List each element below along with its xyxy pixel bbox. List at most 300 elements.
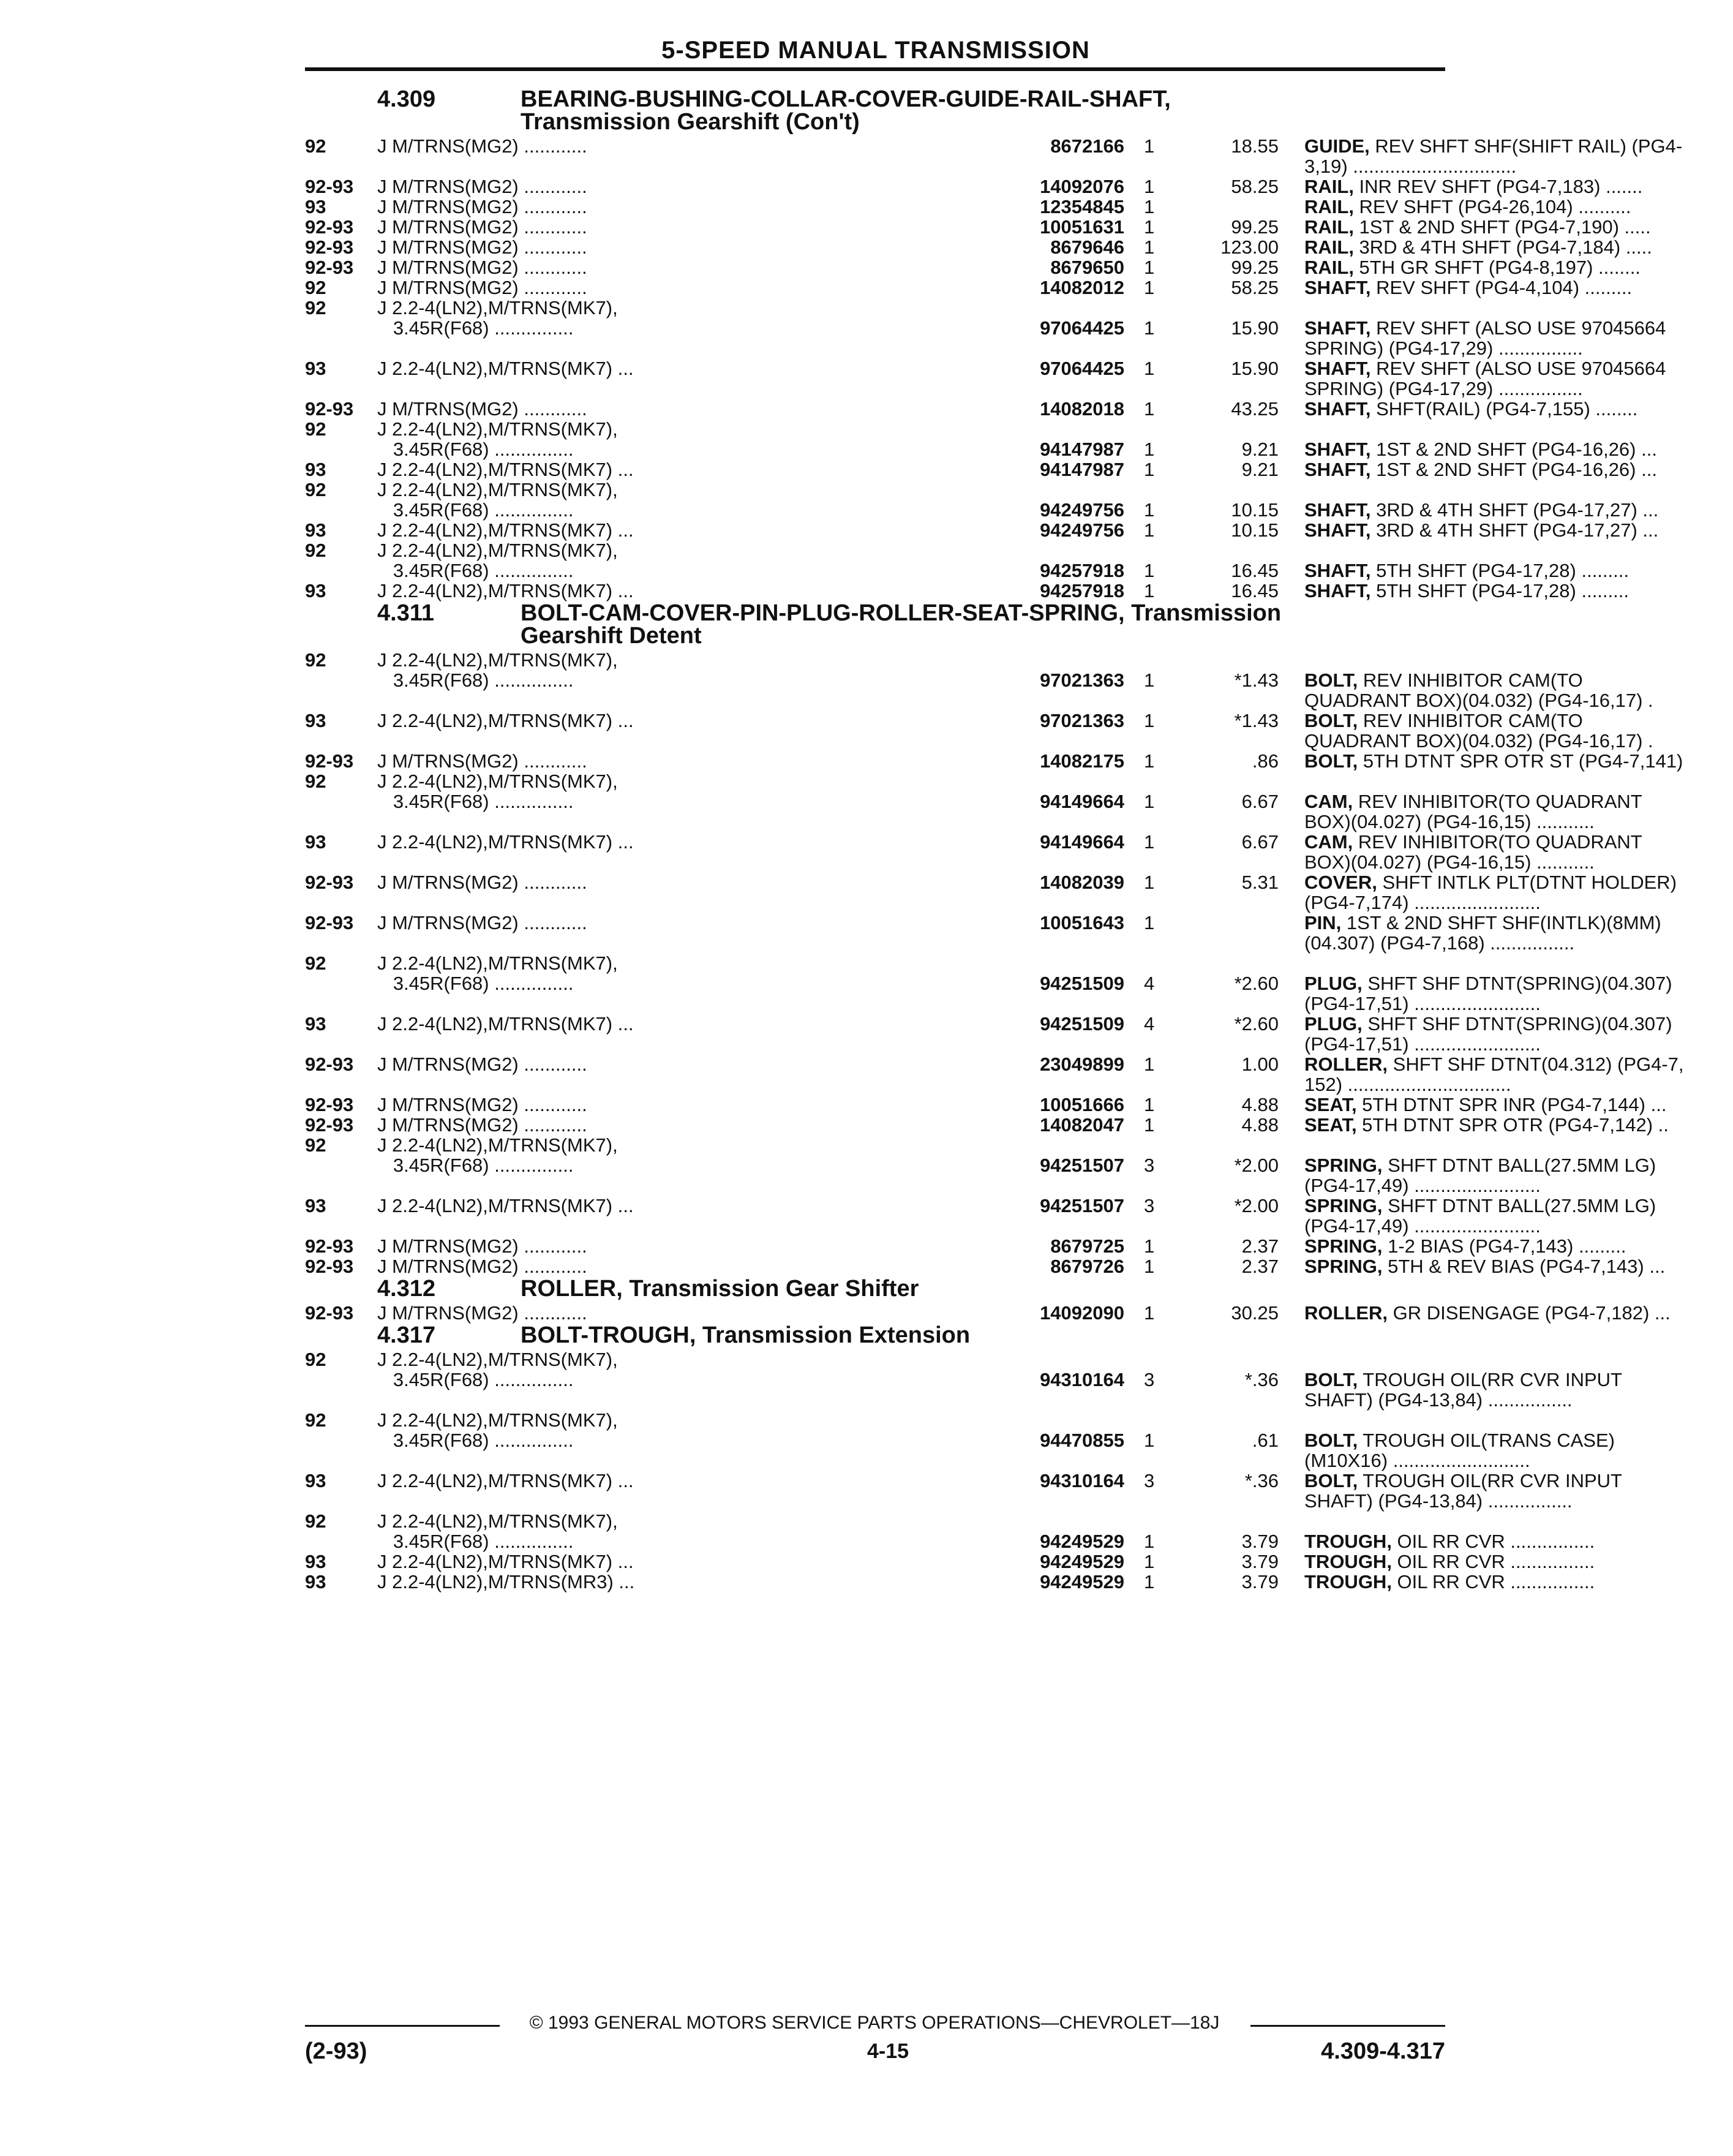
description xyxy=(1304,1053,1733,1076)
part-number: 14082018 xyxy=(1040,398,1124,420)
application: J 2.2-4(LN2),M/TRNS(MR3) ... xyxy=(377,1571,635,1593)
quantity: 1 xyxy=(1144,1571,1155,1593)
description xyxy=(1304,932,1733,954)
part-number: 94249756 xyxy=(1040,499,1124,521)
application: J 2.2-4(LN2),M/TRNS(MK7), xyxy=(377,952,618,974)
table-row xyxy=(305,478,1456,499)
description-text: 5TH DTNT SPR OTR (PG4-7,142) .. xyxy=(1356,1114,1669,1136)
model-year: 92 xyxy=(305,1510,326,1532)
description xyxy=(1304,559,1733,582)
table-row xyxy=(305,952,1456,972)
part-number: 94251509 xyxy=(1040,1013,1124,1035)
description xyxy=(1304,377,1733,400)
description-noun: BOLT, xyxy=(1304,669,1358,691)
description-text: REV INHIBITOR(TO QUADRANT xyxy=(1353,831,1642,853)
section-title xyxy=(521,602,1439,647)
quantity: 1 xyxy=(1144,1094,1155,1115)
description xyxy=(1304,709,1733,732)
quantity: 1 xyxy=(1144,1054,1155,1075)
footer-section-range: 4.309-4.317 xyxy=(1321,2038,1445,2064)
description-text: REV INHIBITOR(TO QUADRANT xyxy=(1353,791,1642,812)
description-text: 152) ............................... xyxy=(1304,1074,1511,1095)
description xyxy=(1304,256,1733,279)
table-row xyxy=(305,729,1653,752)
model-year: 93 xyxy=(305,1195,326,1216)
price: 3.79 xyxy=(1241,1531,1279,1552)
table-row xyxy=(305,992,1541,1014)
description-text: 3RD & 4TH SHFT (PG4-17,27) ... xyxy=(1370,499,1659,521)
table-row xyxy=(305,911,1661,933)
table-row xyxy=(305,831,1642,853)
part-number: 8679726 xyxy=(1050,1256,1124,1277)
model-year: 92-93 xyxy=(305,1235,354,1257)
application: J 2.2-4(LN2),M/TRNS(MK7), xyxy=(377,1349,618,1370)
description xyxy=(1304,317,1733,339)
part-number: 8679646 xyxy=(1050,236,1124,258)
description-text: TROUGH OIL(RR CVR INPUT xyxy=(1358,1369,1622,1390)
description xyxy=(1304,669,1733,692)
description xyxy=(1304,871,1733,894)
description-noun: SHAFT, xyxy=(1304,459,1371,480)
quantity: 1 xyxy=(1144,459,1155,480)
description-text: 5TH DTNT SPR OTR ST (PG4-7,141) xyxy=(1358,750,1683,772)
model-year: 92-93 xyxy=(305,257,354,278)
table-row xyxy=(305,770,1456,790)
part-number: 94310164 xyxy=(1040,1470,1124,1491)
model-year: 92 xyxy=(305,297,326,318)
application: J 2.2-4(LN2),M/TRNS(MK7) ... xyxy=(377,710,634,731)
part-number: 8679650 xyxy=(1050,257,1124,278)
application: J M/TRNS(MG2) ............ xyxy=(377,1235,587,1257)
application: J 2.2-4(LN2),M/TRNS(MK7) ... xyxy=(377,1195,634,1216)
application: 3.45R(F68) ............... xyxy=(377,973,574,994)
quantity: 4 xyxy=(1144,973,1155,994)
part-number: 94147987 xyxy=(1040,459,1124,480)
application: 3.45R(F68) ............... xyxy=(377,1531,574,1552)
application: J 2.2-4(LN2),M/TRNS(MK7), xyxy=(377,1134,618,1156)
description-noun: SHAFT, xyxy=(1304,277,1371,298)
price: 1.00 xyxy=(1241,1054,1279,1075)
quantity: 1 xyxy=(1144,560,1155,581)
table-row xyxy=(305,357,1666,379)
part-number: 14082175 xyxy=(1040,750,1124,772)
application: J M/TRNS(MG2) ............ xyxy=(377,257,587,278)
section-title-line: ROLLER, Transmission Gear Shifter xyxy=(521,1276,919,1302)
table-row xyxy=(305,1053,1684,1075)
quantity: 1 xyxy=(1144,872,1155,893)
quantity: 1 xyxy=(1144,750,1155,772)
description-text: (PG4-17,49) ........................ xyxy=(1304,1215,1541,1237)
description xyxy=(1304,1174,1733,1197)
part-number: 94257918 xyxy=(1040,580,1124,601)
table-row xyxy=(305,1490,1573,1512)
description-text: 1ST & 2ND SHFT (PG4-16,26) ... xyxy=(1370,459,1657,480)
description-noun: SHAFT, xyxy=(1304,580,1371,601)
table-row xyxy=(305,1550,1595,1572)
description-text: SHFT SHF DTNT(SPRING)(04.307) xyxy=(1362,1013,1672,1035)
table-row xyxy=(305,649,1456,669)
part-number: 10051643 xyxy=(1040,912,1124,933)
description-noun: RAIL, xyxy=(1304,196,1354,217)
model-year: 93 xyxy=(305,831,326,853)
price: *1.43 xyxy=(1234,669,1279,691)
description xyxy=(1304,216,1733,238)
model-year: 92 xyxy=(305,649,326,671)
application: J M/TRNS(MG2) ............ xyxy=(377,1256,587,1277)
table-row xyxy=(305,1114,1669,1136)
description xyxy=(1304,337,1733,360)
table-row xyxy=(305,296,1456,317)
price: 5.31 xyxy=(1241,872,1279,893)
application: J M/TRNS(MG2) ............ xyxy=(377,216,587,238)
model-year: 92-93 xyxy=(305,236,354,258)
part-number: 94249529 xyxy=(1040,1571,1124,1593)
description-text: TROUGH OIL(RR CVR INPUT xyxy=(1358,1470,1622,1491)
section-title xyxy=(521,1324,1439,1347)
quantity: 1 xyxy=(1144,1430,1155,1451)
description-noun: SPRING, xyxy=(1304,1256,1383,1277)
description-noun: RAIL, xyxy=(1304,257,1354,278)
catalog-section xyxy=(305,1322,1622,1593)
price: 16.45 xyxy=(1231,560,1279,581)
table-row xyxy=(305,1302,1671,1324)
part-number: 14092090 xyxy=(1040,1302,1124,1324)
section-number: 4.309 xyxy=(377,86,436,112)
price: 99.25 xyxy=(1231,257,1279,278)
price: 6.67 xyxy=(1241,791,1279,812)
quantity: 1 xyxy=(1144,216,1155,238)
description-text: (PG4-7,174) ........................ xyxy=(1304,892,1541,913)
description xyxy=(1304,992,1733,1015)
price: 99.25 xyxy=(1231,216,1279,238)
table-row xyxy=(305,579,1629,601)
quantity: 1 xyxy=(1144,1235,1155,1257)
model-year: 92 xyxy=(305,135,326,157)
part-number: 14082047 xyxy=(1040,1114,1124,1136)
description xyxy=(1304,750,1733,772)
description-text: REV SHFT (PG4-26,104) .......... xyxy=(1353,196,1631,217)
application: 3.45R(F68) ............... xyxy=(377,1369,574,1390)
table-row xyxy=(305,317,1666,339)
part-number: 94251507 xyxy=(1040,1155,1124,1176)
application: J M/TRNS(MG2) ............ xyxy=(377,1114,587,1136)
part-number: 14082039 xyxy=(1040,872,1124,893)
part-number: 10051631 xyxy=(1040,216,1124,238)
application: 3.45R(F68) ............... xyxy=(377,439,574,460)
price: 9.21 xyxy=(1241,439,1279,460)
description xyxy=(1304,1550,1733,1573)
price: 58.25 xyxy=(1231,277,1279,298)
table-row xyxy=(305,1389,1573,1411)
application: 3.45R(F68) ............... xyxy=(377,1155,574,1176)
table-row xyxy=(305,377,1583,399)
description-text: 5TH & REV BIAS (PG4-7,143) ... xyxy=(1382,1256,1666,1277)
model-year: 92-93 xyxy=(305,176,354,197)
price: *.36 xyxy=(1244,1470,1279,1491)
description-text: BOX)(04.027) (PG4-16,15) ........... xyxy=(1304,851,1595,873)
quantity: 1 xyxy=(1144,499,1155,521)
application: J 2.2-4(LN2),M/TRNS(MK7) ... xyxy=(377,1470,634,1491)
description-text: SHFT SHF DTNT(SPRING)(04.307) xyxy=(1362,973,1672,994)
application: J M/TRNS(MG2) ............ xyxy=(377,872,587,893)
model-year: 92-93 xyxy=(305,1256,354,1277)
description-text: INR REV SHFT (PG4-7,183) ....... xyxy=(1353,176,1643,197)
price: 6.67 xyxy=(1241,831,1279,853)
quantity: 1 xyxy=(1144,710,1155,731)
section-number: 4.311 xyxy=(377,600,434,626)
description-text: (PG4-17,51) ........................ xyxy=(1304,1033,1541,1055)
description-text: 3,19) ............................... xyxy=(1304,156,1517,177)
table-row xyxy=(305,1409,1456,1429)
table-row xyxy=(305,175,1643,197)
application: J 2.2-4(LN2),M/TRNS(MK7) ... xyxy=(377,580,634,601)
part-number: 97064425 xyxy=(1040,317,1124,339)
description-text: GR DISENGAGE (PG4-7,182) ... xyxy=(1388,1302,1671,1324)
price: 3.79 xyxy=(1241,1571,1279,1593)
quantity: 1 xyxy=(1144,196,1155,217)
part-number: 97021363 xyxy=(1040,669,1124,691)
application: J M/TRNS(MG2) ............ xyxy=(377,1094,587,1115)
price: *1.43 xyxy=(1234,710,1279,731)
price: 3.79 xyxy=(1241,1551,1279,1572)
description-text: 1ST & 2ND SHFT (PG4-16,26) ... xyxy=(1370,439,1657,460)
description xyxy=(1304,891,1733,914)
quantity: 3 xyxy=(1144,1470,1155,1491)
copyright-text: © 1993 GENERAL MOTORS SERVICE PARTS OPERATIONS—CHEVROLET—18J xyxy=(529,2013,1220,2033)
description xyxy=(1304,1033,1733,1055)
table-row xyxy=(305,1368,1622,1390)
section-title xyxy=(521,88,1439,134)
description xyxy=(1304,790,1733,813)
price: 18.55 xyxy=(1231,135,1279,157)
part-number: 94149664 xyxy=(1040,831,1124,853)
footer-rule-left xyxy=(305,2025,500,2027)
price: 4.88 xyxy=(1241,1094,1279,1115)
application: J 2.2-4(LN2),M/TRNS(MK7), xyxy=(377,297,618,318)
quantity: 1 xyxy=(1144,236,1155,258)
quantity: 1 xyxy=(1144,1531,1155,1552)
description xyxy=(1304,1449,1733,1472)
application: J M/TRNS(MG2) ............ xyxy=(377,236,587,258)
description-noun: SHAFT, xyxy=(1304,317,1371,339)
description xyxy=(1304,1302,1733,1324)
description xyxy=(1304,1469,1733,1492)
table-row xyxy=(305,539,1456,559)
description xyxy=(1304,357,1733,380)
application: 3.45R(F68) ............... xyxy=(377,791,574,812)
description xyxy=(1304,831,1733,853)
description-text: BOX)(04.027) (PG4-16,15) ........... xyxy=(1304,811,1595,832)
description-noun: SEAT, xyxy=(1304,1114,1357,1136)
quantity: 1 xyxy=(1144,439,1155,460)
table-row xyxy=(305,750,1683,772)
description xyxy=(1304,499,1733,521)
model-year: 93 xyxy=(305,1013,326,1035)
application: J 2.2-4(LN2),M/TRNS(MK7) ... xyxy=(377,358,634,379)
catalog-section xyxy=(305,1276,1671,1324)
quantity: 1 xyxy=(1144,1302,1155,1324)
quantity: 1 xyxy=(1144,135,1155,157)
price: *2.00 xyxy=(1234,1155,1279,1176)
description xyxy=(1304,579,1733,602)
table-row xyxy=(305,891,1541,913)
description-text: SHFT(RAIL) (PG4-7,155) ........ xyxy=(1370,398,1638,420)
quantity: 1 xyxy=(1144,580,1155,601)
description-noun: SHAFT, xyxy=(1304,439,1371,460)
table-row xyxy=(305,519,1659,541)
table-row xyxy=(305,1570,1595,1593)
footer-page-number: 4-15 xyxy=(866,2040,909,2063)
description-text: REV SHFT (ALSO USE 97045664 xyxy=(1370,317,1666,339)
part-number: 23049899 xyxy=(1040,1054,1124,1075)
description-noun: SHAFT, xyxy=(1304,519,1371,541)
table-row xyxy=(305,1093,1667,1115)
model-year: 92 xyxy=(305,277,326,298)
description-noun: RAIL, xyxy=(1304,236,1354,258)
description-text: 5TH SHFT (PG4-17,28) ......... xyxy=(1370,580,1629,601)
price: 15.90 xyxy=(1231,317,1279,339)
description-text: (M10X16) .......................... xyxy=(1304,1450,1530,1471)
table-row xyxy=(305,1429,1615,1451)
price: .61 xyxy=(1252,1430,1279,1451)
description xyxy=(1304,810,1733,833)
table-row xyxy=(305,337,1583,359)
model-year: 92 xyxy=(305,1134,326,1156)
model-year: 92-93 xyxy=(305,872,354,893)
model-year: 92 xyxy=(305,1409,326,1431)
description-noun: BOLT, xyxy=(1304,1430,1358,1451)
table-row xyxy=(305,1530,1595,1552)
application: 3.45R(F68) ............... xyxy=(377,499,574,521)
table-row xyxy=(305,1348,1456,1368)
description xyxy=(1304,1114,1733,1136)
description-noun: PIN, xyxy=(1304,912,1342,933)
description-text: QUADRANT BOX)(04.032) (PG4-16,17) . xyxy=(1304,690,1653,711)
quantity: 1 xyxy=(1144,669,1155,691)
price: 10.15 xyxy=(1231,519,1279,541)
table-row xyxy=(305,1073,1511,1095)
parts-list xyxy=(305,86,1684,1593)
description xyxy=(1304,1235,1733,1257)
description xyxy=(1304,1429,1733,1452)
model-year: 92-93 xyxy=(305,912,354,933)
description-text: 5TH DTNT SPR INR (PG4-7,144) ... xyxy=(1356,1094,1667,1115)
table-row xyxy=(305,1255,1666,1277)
description xyxy=(1304,1073,1733,1096)
description-text: QUADRANT BOX)(04.032) (PG4-16,17) . xyxy=(1304,730,1653,752)
application: J M/TRNS(MG2) ............ xyxy=(377,750,587,772)
description xyxy=(1304,398,1733,420)
part-number: 14092076 xyxy=(1040,176,1124,197)
description xyxy=(1304,1255,1733,1278)
application: J M/TRNS(MG2) ............ xyxy=(377,1302,587,1324)
table-row xyxy=(305,135,1683,157)
model-year: 92-93 xyxy=(305,1094,354,1115)
table-row xyxy=(305,1194,1656,1216)
table-row xyxy=(305,195,1631,217)
section-number: 4.312 xyxy=(377,1276,436,1302)
application: J 2.2-4(LN2),M/TRNS(MK7), xyxy=(377,771,618,792)
price: 58.25 xyxy=(1231,176,1279,197)
description-text: SPRING) (PG4-17,29) ................ xyxy=(1304,337,1583,359)
quantity: 1 xyxy=(1144,831,1155,853)
section-heading xyxy=(305,1324,1456,1347)
description-text: (PG4-17,49) ........................ xyxy=(1304,1175,1541,1196)
footer-date: (2-93) xyxy=(305,2038,367,2064)
description xyxy=(1304,729,1733,752)
description xyxy=(1304,236,1733,258)
price: 10.15 xyxy=(1231,499,1279,521)
model-year: 92 xyxy=(305,771,326,792)
section-heading xyxy=(305,88,1456,134)
description-noun: SHAFT, xyxy=(1304,358,1371,379)
quantity: 1 xyxy=(1144,519,1155,541)
description xyxy=(1304,1530,1733,1553)
table-row xyxy=(305,1235,1626,1257)
application: J 2.2-4(LN2),M/TRNS(MK7), xyxy=(377,479,618,500)
table-row xyxy=(305,871,1677,893)
description-noun: GUIDE, xyxy=(1304,135,1370,157)
quantity: 3 xyxy=(1144,1195,1155,1216)
quantity: 1 xyxy=(1144,912,1155,933)
description xyxy=(1304,911,1733,934)
application: J 2.2-4(LN2),M/TRNS(MK7), xyxy=(377,1510,618,1532)
model-year: 93 xyxy=(305,459,326,480)
description-noun: RAIL, xyxy=(1304,176,1354,197)
price: 30.25 xyxy=(1231,1302,1279,1324)
application: J 2.2-4(LN2),M/TRNS(MK7), xyxy=(377,418,618,440)
quantity: 1 xyxy=(1144,257,1155,278)
quantity: 1 xyxy=(1144,1256,1155,1277)
description-text: SHFT DTNT BALL(27.5MM LG) xyxy=(1382,1155,1656,1176)
description-noun: BOLT, xyxy=(1304,710,1358,731)
application: 3.45R(F68) ............... xyxy=(377,317,574,339)
application: 3.45R(F68) ............... xyxy=(377,669,574,691)
description-text: 3RD & 4TH SHFT (PG4-17,27) ... xyxy=(1370,519,1659,541)
part-number: 12354845 xyxy=(1040,196,1124,217)
description xyxy=(1304,519,1733,541)
table-row xyxy=(305,438,1657,460)
description-noun: CAM, xyxy=(1304,791,1353,812)
price: *2.60 xyxy=(1234,1013,1279,1035)
application: J M/TRNS(MG2) ............ xyxy=(377,196,587,217)
section-title-line: BEARING-BUSHING-COLLAR-COVER-GUIDE-RAIL-SHAFT, xyxy=(521,86,1171,112)
table-row xyxy=(305,1469,1622,1491)
table-row xyxy=(305,669,1583,691)
model-year: 93 xyxy=(305,519,326,541)
description-noun: SHAFT, xyxy=(1304,398,1371,420)
description-noun: SPRING, xyxy=(1304,1155,1383,1176)
description xyxy=(1304,175,1733,198)
quantity: 1 xyxy=(1144,277,1155,298)
price: 2.37 xyxy=(1241,1235,1279,1257)
section-title-line: Transmission Gearshift (Con't) xyxy=(521,109,860,135)
description-noun: TROUGH, xyxy=(1304,1571,1392,1593)
model-year: 93 xyxy=(305,358,326,379)
catalog-section xyxy=(305,86,1683,601)
description xyxy=(1304,1154,1733,1177)
application: J M/TRNS(MG2) ............ xyxy=(377,135,587,157)
description-text: REV SHFT (PG4-4,104) ......... xyxy=(1370,277,1633,298)
description xyxy=(1304,1194,1733,1217)
description-noun: PLUG, xyxy=(1304,973,1363,994)
model-year: 92 xyxy=(305,952,326,974)
part-number: 94470855 xyxy=(1040,1430,1124,1451)
description xyxy=(1304,1389,1733,1411)
description-text: (PG4-17,51) ........................ xyxy=(1304,993,1541,1014)
application: J 2.2-4(LN2),M/TRNS(MK7) ... xyxy=(377,1551,634,1572)
model-year: 93 xyxy=(305,1571,326,1593)
